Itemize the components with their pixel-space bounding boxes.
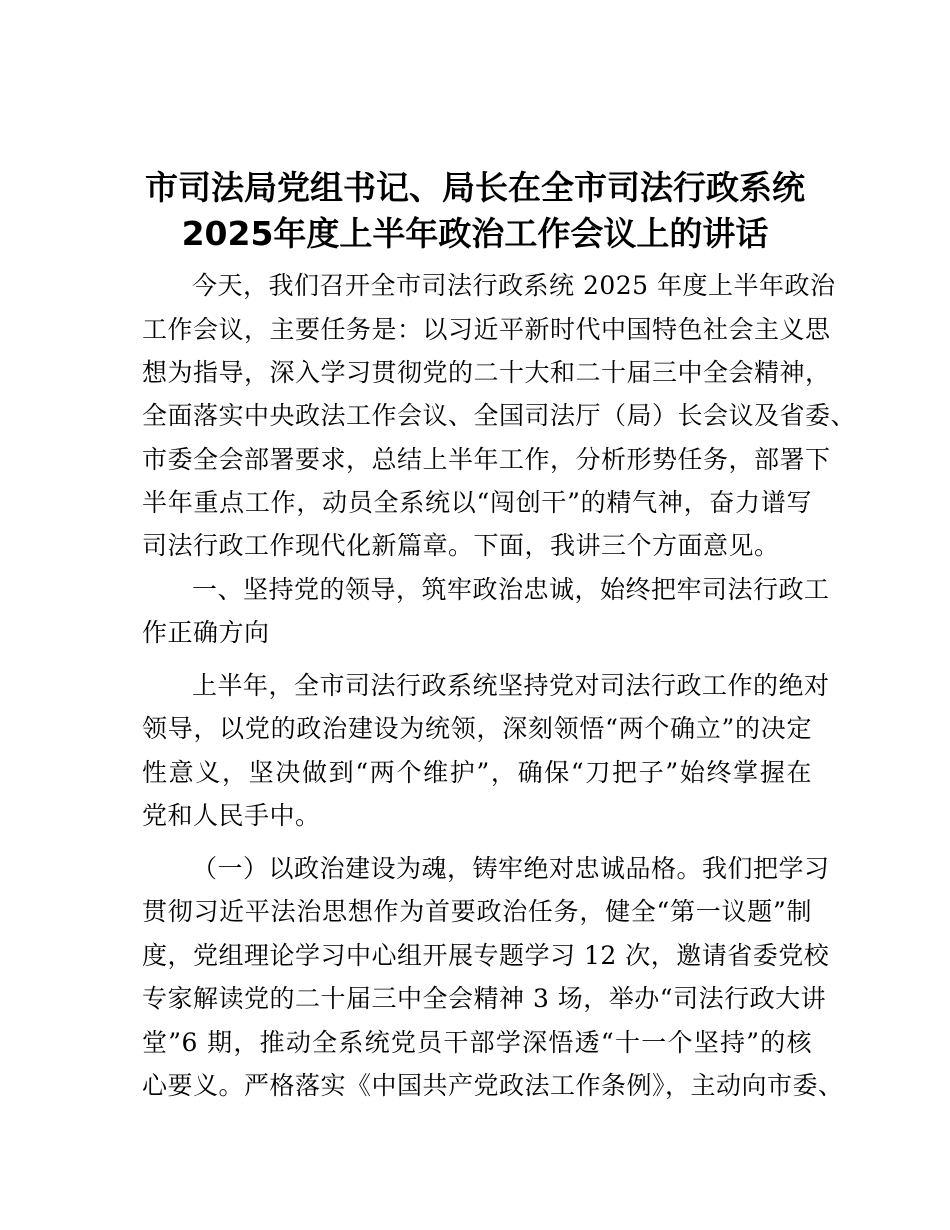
paragraph-3-line-6: 心要义。严格落实《中国共产党政法工作条例》，主动向市委、 bbox=[142, 1071, 844, 1100]
document-title-line-1: 市司法局党组书记、局长在全市司法行政系统 bbox=[145, 168, 805, 207]
section-heading-1-line-1: 一、坚持党的领导，筑牢政治忠诚，始终把牢司法行政工 bbox=[192, 575, 830, 604]
paragraph-1-line-7: 司法行政工作现代化新篇章。下面，我讲三个方面意见。 bbox=[142, 531, 780, 560]
paragraph-3-line-5: 堂”6 期，推动全系统党员干部学深悟透“十一个坚持”的核 bbox=[142, 1028, 812, 1057]
paragraph-1-line-3: 想为指导，深入学习贯彻党的二十大和二十届三中全会精神， bbox=[142, 358, 831, 387]
paragraph-2-line-1: 上半年，全市司法行政系统坚持党对司法行政工作的绝对 bbox=[192, 671, 830, 700]
section-heading-1-line-2: 作正确方向 bbox=[142, 618, 270, 647]
paragraph-2-line-3: 性意义，坚决做到“两个维护”，确保“刀把子”始终掌握在 bbox=[142, 758, 812, 787]
paragraph-1-line-1: 今天，我们召开全市司法行政系统 2025 年度上半年政治 bbox=[192, 271, 836, 300]
paragraph-3-line-4: 专家解读党的二十届三中全会精神 3 场，举办“司法行政大讲 bbox=[142, 984, 827, 1013]
paragraph-3-line-2: 贯彻习近平法治思想作为首要政治任务，健全“第一议题”制 bbox=[142, 897, 812, 926]
paragraph-1-line-4: 全面落实中央政法工作会议、全国司法厅（局）长会议及省委、 bbox=[142, 401, 857, 430]
paragraph-1-line-6: 半年重点工作，动员全系统以“闯创干”的精气神，奋力谱写 bbox=[142, 488, 812, 517]
paragraph-3-line-3: 度，党组理论学习中心组开展专题学习 12 次，邀请省委党校 bbox=[142, 941, 830, 970]
paragraph-2-line-2: 领导，以党的政治建设为统领，深刻领悟“两个确立”的决定 bbox=[142, 714, 812, 743]
paragraph-1-line-2: 工作会议，主要任务是：以习近平新时代中国特色社会主义思 bbox=[142, 315, 831, 344]
paragraph-3-line-1: （一）以政治建设为魂，铸牢绝对忠诚品格。我们把学习 bbox=[192, 854, 830, 883]
paragraph-1-line-5: 市委全会部署要求，总结上半年工作，分析形势任务，部署下 bbox=[142, 445, 831, 474]
document-title-line-2: 2025年度上半年政治工作会议上的讲话 bbox=[181, 214, 769, 253]
paragraph-2-line-4: 党和人民手中。 bbox=[142, 801, 321, 830]
